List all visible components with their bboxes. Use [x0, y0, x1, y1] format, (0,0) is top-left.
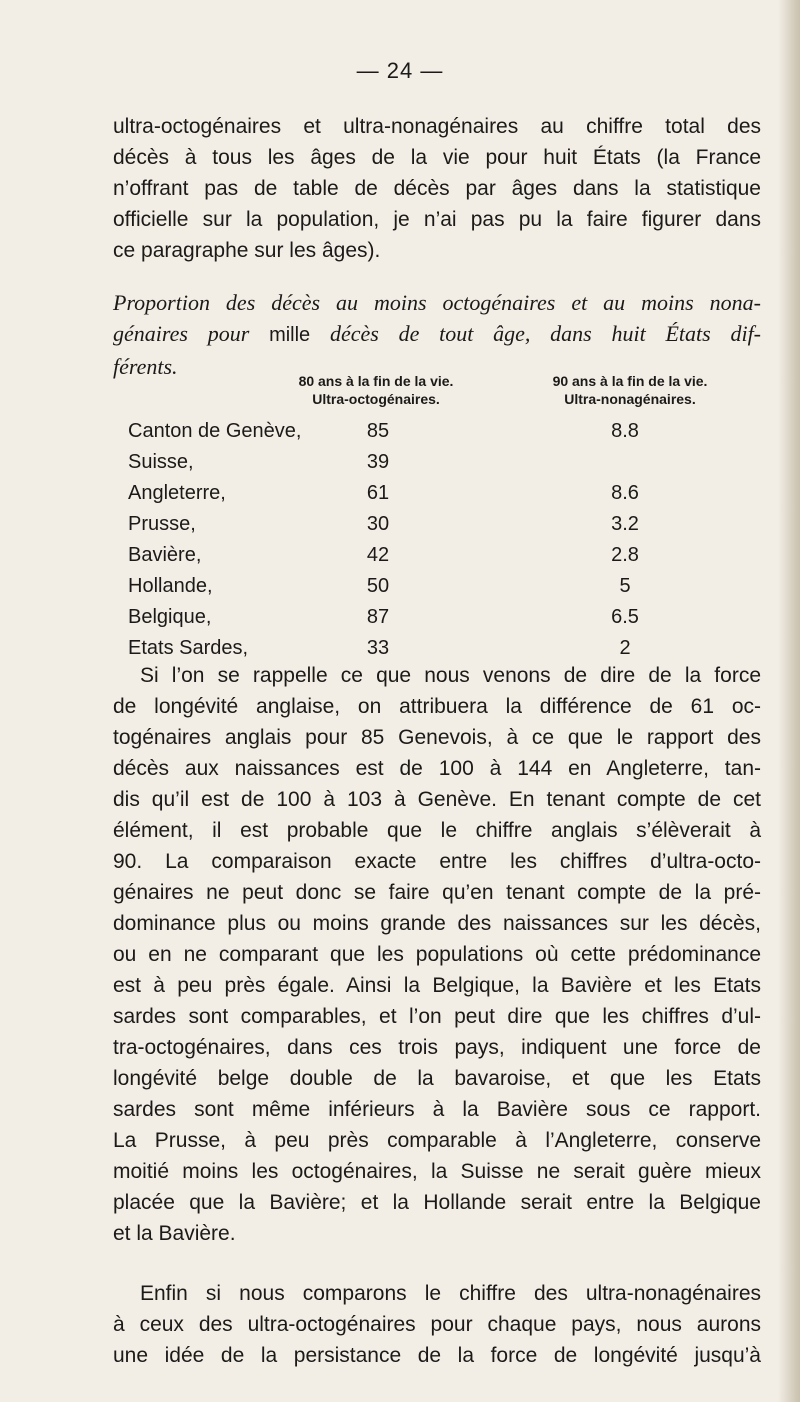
text-line: togénaires anglais pour 85 Genevois, à ce que le rapport des	[113, 726, 761, 749]
column-header-nonagenaires	[506, 372, 754, 408]
column-header-octogenaires	[262, 372, 490, 408]
text-line: décès à tous les âges de la vie pour huit États (la France	[113, 146, 761, 169]
caption-line	[113, 318, 761, 351]
caption-fragment: décès de tout âge, dans huit États dif-	[310, 321, 762, 346]
table-row	[0, 571, 800, 602]
text-line: ou en ne comparant que les populations où cette prédominance	[113, 943, 761, 966]
text-line: génaires ne peut donc se faire qu’en tenant compte de la pré-	[113, 881, 761, 904]
text-line: La Prusse, à peu près comparable à l’Angleterre, conserve	[113, 1129, 761, 1152]
text-line: dis qu’il est de 100 à 103 à Genève. En tenant compte de cet	[113, 788, 761, 811]
caption-fragment: génaires pour	[113, 321, 270, 346]
caption-fragment-upright: mille	[269, 324, 311, 346]
nonagenaires-value: 3.2	[611, 513, 639, 535]
text-line: 90. La comparaison exacte entre les chiffres d’ultra-octo-	[113, 850, 761, 873]
text-line: sardes sont comparables, et l’on peut dire que les chiffres d’ul-	[113, 1005, 761, 1028]
nonagenaires-value: 2.8	[611, 544, 639, 566]
caption-line: férents.	[113, 354, 178, 379]
text-line: est à peu près égale. Ainsi la Belgique, la Bavière et les Etats	[113, 974, 761, 997]
column-header-line: 90 ans à la fin de la vie.	[552, 373, 708, 389]
text-line: longévité belge double de la bavaroise, et que les Etats	[113, 1067, 761, 1090]
octogenaires-value: 50	[366, 575, 390, 597]
row-label: Hollande,	[128, 575, 213, 597]
table-row	[0, 602, 800, 633]
page-edge-shadow	[778, 0, 800, 1402]
octogenaires-value: 85	[366, 420, 390, 442]
text-line: tra-octogénaires, dans ces trois pays, indiquent une force de	[113, 1036, 761, 1059]
octogenaires-value: 33	[366, 637, 390, 659]
text-line: à ceux des ultra-octogénaires pour chaque pays, nous aurons	[113, 1313, 761, 1336]
text-line: ultra-octogénaires et ultra-nonagénaires au chiffre total des	[113, 115, 761, 138]
row-label: Angleterre,	[128, 482, 226, 504]
octogenaires-value: 87	[366, 606, 390, 628]
page-number: — 24 —	[356, 58, 444, 83]
row-label: Canton de Genève,	[128, 420, 302, 442]
table-caption	[113, 287, 761, 382]
table-row	[0, 540, 800, 571]
caption-line: Proportion des décès au moins octogénaires et au moins nona-	[113, 290, 761, 315]
column-header-line: Ultra-octogénaires.	[312, 391, 440, 407]
octogenaires-value: 39	[366, 451, 390, 473]
text-line: une idée de la persistance de la force de longévité jusqu’à	[113, 1344, 761, 1367]
text-line: Si l’on se rappelle ce que nous venons de dire de la force	[140, 664, 761, 687]
text-line: moitié moins les octogénaires, la Suisse ne serait guère mieux	[113, 1160, 761, 1183]
nonagenaires-value: 8.6	[611, 482, 639, 504]
table-row	[0, 416, 800, 447]
nonagenaires-value: 8.8	[611, 420, 639, 442]
row-label: Suisse,	[128, 451, 194, 473]
paragraph-analysis	[113, 660, 761, 1249]
text-line: ce paragraphe sur les âges).	[113, 239, 381, 262]
text-line: officielle sur la population, je n’ai pas pu la faire figurer dans	[113, 208, 761, 231]
table-row	[0, 447, 800, 478]
row-label: Bavière,	[128, 544, 202, 566]
row-label: Prusse,	[128, 513, 196, 535]
row-label: Belgique,	[128, 606, 212, 628]
text-line: dominance plus ou moins grande des naissances sur les décès,	[113, 912, 761, 935]
nonagenaires-value: 5	[619, 575, 631, 597]
paragraph-conclusion	[113, 1278, 761, 1371]
column-header-line: Ultra-nonagénaires.	[564, 391, 696, 407]
text-line: de longévité anglaise, on attribuera la différence de 61 oc-	[113, 695, 761, 718]
text-line: élément, il est probable que le chiffre anglais s’élèverait à	[113, 819, 761, 842]
text-line: n’offrant pas de table de décès par âges dans la statistique	[113, 177, 761, 200]
table-row	[0, 509, 800, 540]
text-line: Enfin si nous comparons le chiffre des ultra-nonagénaires	[140, 1282, 761, 1305]
text-line: et la Bavière.	[113, 1222, 236, 1245]
paragraph-intro	[113, 111, 761, 266]
octogenaires-value: 30	[366, 513, 390, 535]
text-line: sardes sont même inférieurs à la Bavière sous ce rapport.	[113, 1098, 761, 1121]
octogenaires-value: 61	[366, 482, 390, 504]
row-label: Etats Sardes,	[128, 637, 249, 659]
table-row	[0, 478, 800, 509]
statistics-table	[0, 416, 800, 664]
octogenaires-value: 42	[366, 544, 390, 566]
nonagenaires-value: 6.5	[611, 606, 639, 628]
text-line: décès aux naissances est de 100 à 144 en Angleterre, tan-	[113, 757, 761, 780]
column-header-line: 80 ans à la fin de la vie.	[298, 373, 454, 389]
text-line: placée que la Bavière; et la Hollande serait entre la Belgique	[113, 1191, 761, 1214]
nonagenaires-value: 2	[619, 637, 631, 659]
